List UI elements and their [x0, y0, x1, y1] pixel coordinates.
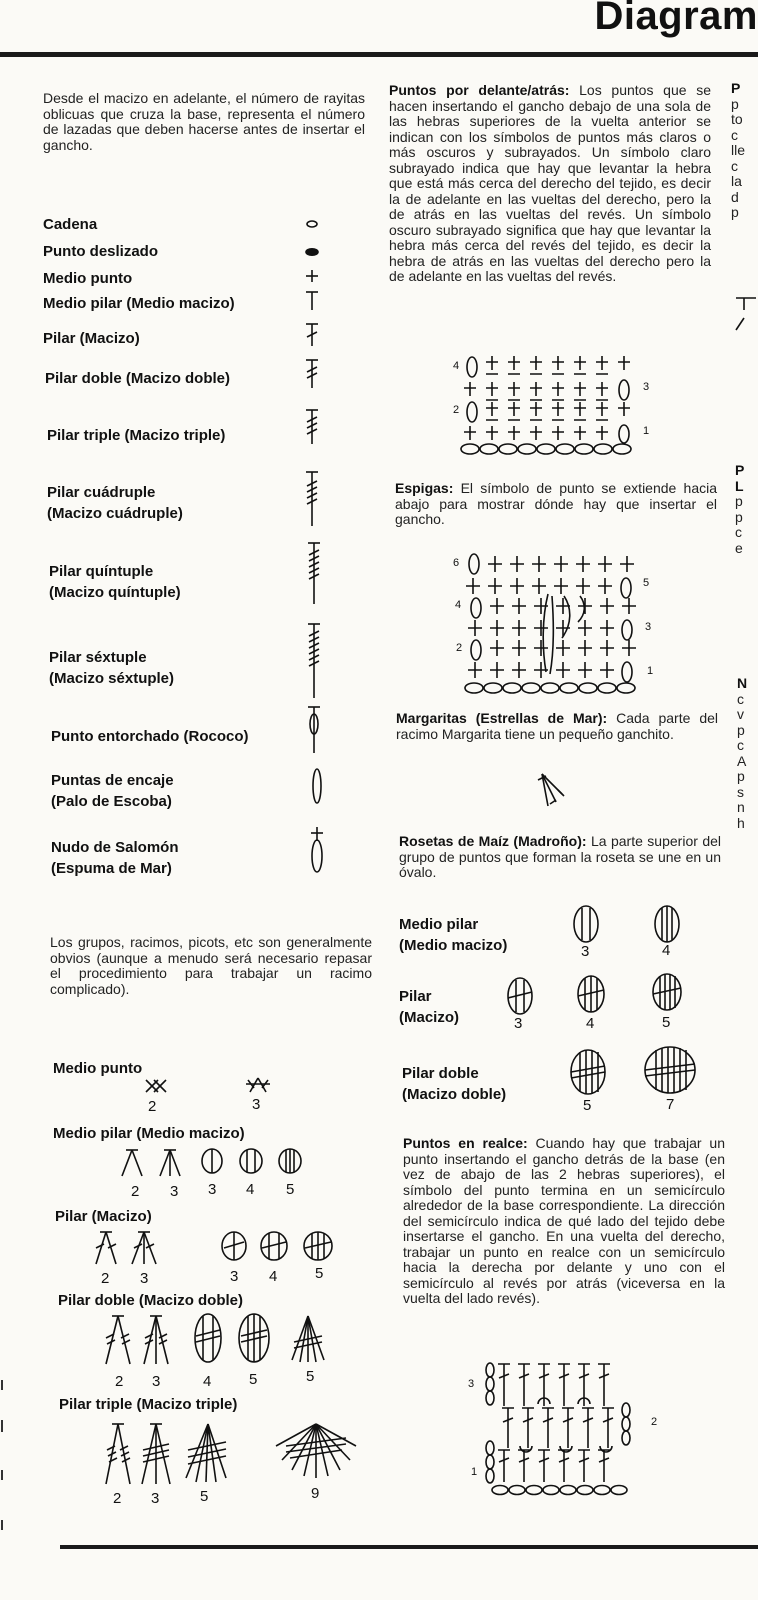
puff-four-icon — [240, 1149, 262, 1173]
bottom-row-stitches — [498, 1398, 610, 1482]
def-puntas-line2: (Palo de Escoba) — [51, 793, 172, 810]
group-pilar-count-2: 3 — [140, 1270, 149, 1287]
rc-frag-0: P — [731, 80, 741, 96]
def-pilar-cuadruple — [47, 482, 183, 524]
realce-heading: Puntos en realce: — [403, 1135, 528, 1151]
def-medio-pilar: Medio pilar (Medio macizo) — [43, 295, 235, 312]
realce-row-1: 1 — [471, 1466, 478, 1478]
group-pilar-triple-count-1: 2 — [113, 1490, 122, 1507]
group-medio-pilar-count-5: 5 — [286, 1181, 295, 1198]
def-pilar-triple: Pilar triple (Macizo triple) — [47, 427, 226, 444]
group-pilar-label: Pilar (Macizo) — [55, 1208, 152, 1225]
group-medio-punto-count-1: 2 — [148, 1098, 157, 1115]
espigas-chart — [462, 548, 642, 696]
rosetas-heading: Rosetas de Maíz (Madroño): — [399, 833, 587, 849]
fan-two-icon — [122, 1150, 142, 1176]
t-one-slash-icon — [306, 324, 318, 346]
rc-frag-15: N — [737, 675, 748, 691]
group-pilar-count-5: 5 — [315, 1265, 324, 1282]
rc-frag-16: c — [737, 690, 744, 707]
roseta-medio-pilar-count-1: 3 — [581, 943, 590, 960]
right-column-fragments-b — [735, 463, 744, 556]
realce-text: Cuando hay que trabajar un punto insertando el gancho detrás de la base (en vez de abajo de las 2 hebras superiores), el símbolo del punto termina en un semicírculo alrededor de la base correspondiente. La dirección del semicírculo indica de qué lado del tejido debe insertarse el gancho. En una vuelta del derecho, trabajar un punto en realce con un semicírculo hacia la derecha por delante y uno con el semicírculo al revés por atrás (viceversa en la vuelta del lado revés). — [403, 1135, 726, 1306]
rosetas-medio-pilar-line1: Medio pilar — [399, 916, 479, 933]
rosetas-pilar-line1: Pilar — [399, 988, 432, 1005]
espigas-row-3: 3 — [645, 621, 652, 633]
bobble-three-icon — [222, 1232, 246, 1260]
front-back-text: Los puntos que se hacen insertando el gancho debajo de una sola de las hebras superiores de la vuelta anterior se indican con los símbolos de puntos más claros o más oscuros y subrayados. Un símbolo claro subrayado indica que hay que levantar la hebra que está más cerca del derecho del tejido, es decir la de adelante en las vueltas del derecho, pero la de atrás en las vueltas del revés. Un símbolo oscuro subrayado significa que hay que levantar la hebra más cerca del revés del tejido, es decir la hebra de atrás en las vueltas del derecho pero la de adelante en las vueltas del revés. — [389, 82, 711, 284]
def-pilar-doble: Pilar doble (Macizo doble) — [45, 370, 231, 387]
row-3 — [464, 382, 608, 400]
group-pilar-doble-count-2: 3 — [152, 1373, 161, 1390]
realce-row-2: 2 — [651, 1416, 658, 1428]
row-2 — [467, 402, 630, 422]
bottom-rule-divider — [60, 1545, 758, 1549]
rosetas-pilar-doble-line1: Pilar doble — [402, 1065, 479, 1082]
group-pilar-symbols — [92, 1228, 342, 1268]
rc-frag-20: A — [737, 752, 747, 769]
rococo-icon — [308, 707, 320, 753]
rc-frag-6: la — [731, 173, 742, 189]
rc-frag-9: P — [735, 462, 745, 478]
group-pilar-count-3: 3 — [230, 1268, 239, 1285]
left-turning-chains — [486, 1363, 494, 1483]
group-pilar-triple-count-2: 3 — [151, 1490, 160, 1507]
t-six-slash-icon — [308, 624, 320, 698]
rc-frag-11: p — [735, 493, 743, 509]
def-cadena: Cadena — [43, 216, 98, 233]
fan-three-icon — [160, 1150, 180, 1176]
binding-marks — [0, 1380, 6, 1540]
group-pilar-count-1: 2 — [101, 1270, 110, 1287]
t-five-slash-icon — [308, 543, 320, 604]
def-pilar-quintuple — [49, 561, 181, 603]
rosetas-medio-pilar-label — [399, 914, 507, 956]
group-medio-pilar-count-1: 2 — [131, 1183, 140, 1200]
rosetas-pilar-label — [399, 986, 459, 1028]
def-pilar-sextuple-line2: (Macizo séxtuple) — [49, 670, 175, 687]
t-icon — [306, 292, 318, 310]
rosetas-pilar-doble-line2: (Macizo doble) — [402, 1086, 507, 1103]
top-row-stitches — [498, 1364, 610, 1406]
top-rule-divider — [0, 52, 758, 57]
bobble-five-icon — [304, 1232, 332, 1260]
loop-plus-icon — [311, 827, 323, 872]
group-pilar-triple-count-4: 9 — [311, 1485, 320, 1502]
roseta-pilar-count-3: 5 — [662, 1014, 671, 1031]
rosetas-medio-pilar-line2: (Medio macizo) — [399, 937, 508, 954]
rosetas-paragraph — [399, 834, 721, 881]
group-pilar-doble-label: Pilar doble (Macizo doble) — [58, 1292, 244, 1309]
espigas-heading: Espigas: — [395, 480, 454, 496]
oval-chain-icon — [307, 221, 317, 227]
front-back-row-3: 3 — [643, 381, 650, 393]
def-puntas-line1: Puntas de encaje — [51, 772, 174, 789]
margaritas-paragraph — [396, 711, 718, 742]
rc-frag-23: n — [737, 799, 745, 815]
roseta-medio-pilar-count-2: 4 — [662, 942, 671, 959]
stitch-symbols-column — [295, 210, 335, 880]
bobble-five-double-icon — [239, 1314, 269, 1362]
group-pilar-doble-symbols — [100, 1312, 340, 1368]
group-medio-pilar-count-3: 3 — [208, 1181, 217, 1198]
def-punto-deslizado: Punto deslizado — [43, 243, 159, 260]
fan-three-triple-icon — [142, 1424, 170, 1484]
front-back-row-1: 1 — [643, 425, 650, 437]
intro-paragraph: Desde el macizo en adelante, el número de rayitas oblicuas que cruza la base, representa el número de lazadas que deben hacerse antes de insertar el gancho. — [43, 90, 365, 153]
row-4 — [467, 356, 630, 377]
rc-frag-19: c — [737, 737, 744, 753]
page-title: Diagram — [594, 0, 758, 38]
espigas-row-5: 5 — [643, 577, 650, 589]
realce-paragraph — [403, 1136, 725, 1307]
realce-row-3: 3 — [468, 1378, 475, 1390]
def-nudo-de-salomon — [51, 837, 179, 879]
espigas-paragraph — [395, 481, 717, 528]
rosetas-pilar-doble-label — [402, 1063, 506, 1105]
mid-row-stitches — [502, 1408, 614, 1452]
fan-three-double-icon — [144, 1316, 168, 1364]
group-medio-pilar-count-4: 4 — [246, 1181, 255, 1198]
rc-frag-12: p — [735, 508, 743, 525]
group-medio-punto-count-2: 3 — [252, 1096, 261, 1113]
rc-frag-24: h — [737, 814, 745, 831]
roseta-pilar-4-icon — [578, 976, 604, 1012]
def-pilar-quintuple-line1: Pilar quíntuple — [49, 563, 154, 580]
rc-frag-7: d — [731, 188, 739, 205]
def-pilar-cuadruple-line1: Pilar cuádruple — [47, 484, 156, 501]
fan-five-triple-icon — [186, 1424, 226, 1482]
filled-dot-icon — [306, 249, 318, 255]
right-column-symbol-fragment — [736, 290, 758, 340]
fan-two-triple-icon — [106, 1424, 130, 1484]
group-medio-punto-label: Medio punto — [53, 1060, 143, 1077]
two-plus-joined-icon — [146, 1080, 166, 1092]
group-pilar-triple-symbols — [100, 1420, 360, 1490]
groups-paragraph: Los grupos, racimos, picots, etc son generalmente obvios (aunque a menudo será necesario repasar el procedimiento para trabajar un racimo complicado). — [50, 934, 372, 997]
margaritas-heading: Margaritas (Estrellas de Mar): — [396, 710, 608, 726]
def-pilar-cuadruple-line2: (Macizo cuádruple) — [47, 505, 183, 522]
rc-frag-1: p — [731, 95, 739, 112]
def-pilar-sextuple — [49, 647, 174, 689]
roseta-medio-pilar-4-icon — [655, 906, 679, 942]
roseta-pilar-3-icon — [508, 978, 532, 1014]
front-back-heading: Puntos por delante/atrás: — [389, 82, 570, 98]
rc-frag-3: c — [731, 126, 738, 143]
def-pilar-sextuple-line1: Pilar séxtuple — [49, 649, 147, 666]
fan-nine-triple-icon — [276, 1424, 356, 1478]
right-column-fragments-a — [731, 81, 745, 221]
def-nudo-line1: Nudo de Salomón — [51, 839, 179, 856]
row-1 — [464, 425, 629, 443]
def-nudo-line2: (Espuma de Mar) — [51, 860, 172, 877]
rc-frag-17: v — [737, 706, 744, 722]
fan-five-double-icon — [292, 1316, 324, 1362]
rc-frag-13: c — [735, 524, 742, 540]
roseta-pilar-5-icon — [653, 974, 681, 1010]
front-back-chart — [460, 352, 640, 458]
roseta-medio-pilar-3-icon — [574, 906, 598, 942]
def-punto-entorchado: Punto entorchado (Rococo) — [51, 728, 249, 745]
rosetas-text: La parte superior del grupo de puntos que forman la roseta se une en un óvalo. — [399, 833, 722, 880]
chain-row — [492, 1486, 627, 1495]
group-pilar-triple-count-3: 5 — [200, 1488, 209, 1505]
group-medio-pilar-count-2: 3 — [170, 1183, 179, 1200]
group-pilar-doble-count-1: 2 — [115, 1373, 124, 1390]
rosetas-symbols — [500, 900, 700, 1100]
fan-two-double-icon — [106, 1316, 130, 1364]
rosetas-pilar-line2: (Macizo) — [399, 1009, 459, 1026]
margarita-icon — [534, 770, 570, 810]
margaritas-text: Cada parte del racimo Margarita tiene un pequeño ganchito. — [396, 710, 718, 742]
rc-frag-14: e — [735, 539, 743, 556]
rc-frag-2: to — [731, 111, 743, 127]
def-pilar-quintuple-line2: (Macizo quíntuple) — [49, 584, 181, 601]
rc-frag-5: c — [731, 157, 738, 174]
front-back-row-4: 4 — [453, 360, 460, 372]
t-four-slash-icon — [306, 472, 318, 526]
group-medio-pilar-label: Medio pilar (Medio macizo) — [53, 1125, 245, 1142]
rc-frag-22: s — [737, 783, 744, 800]
roseta-pilar-doble-count-2: 7 — [666, 1096, 675, 1113]
group-pilar-count-4: 4 — [269, 1268, 278, 1285]
t-two-slash-icon — [306, 360, 318, 388]
rc-frag-21: p — [737, 768, 745, 784]
three-plus-joined-icon — [246, 1078, 270, 1092]
group-pilar-doble-count-4: 5 — [249, 1371, 258, 1388]
plus-icon — [306, 270, 318, 282]
group-pilar-doble-count-3: 4 — [203, 1373, 212, 1390]
espigas-row-4: 4 — [455, 599, 462, 611]
front-back-row-2: 2 — [453, 404, 460, 416]
bobble-four-icon — [261, 1232, 287, 1260]
group-pilar-doble-count-5: 5 — [306, 1368, 315, 1385]
bobble-four-double-icon — [195, 1314, 221, 1362]
puff-five-icon — [279, 1149, 301, 1173]
loop-icon — [313, 769, 321, 803]
rc-frag-10: L — [735, 477, 744, 494]
def-puntas-de-encaje — [51, 770, 174, 812]
roseta-pilar-doble-count-1: 5 — [583, 1097, 592, 1114]
puff-three-icon — [202, 1149, 222, 1173]
rc-frag-18: p — [737, 721, 745, 738]
espigas-row-2: 2 — [456, 642, 463, 654]
roseta-pilar-doble-7-icon — [645, 1047, 695, 1093]
chain-row — [465, 683, 635, 693]
espigas-row-1: 1 — [647, 665, 654, 677]
roseta-pilar-count-1: 3 — [514, 1015, 523, 1032]
roseta-pilar-doble-5-icon — [571, 1050, 605, 1094]
right-turning-chains — [622, 1403, 630, 1445]
def-medio-punto: Medio punto — [43, 270, 133, 287]
roseta-pilar-count-2: 4 — [586, 1015, 595, 1032]
group-medio-pilar-symbols — [118, 1146, 308, 1180]
espigas-row-6: 6 — [453, 557, 460, 569]
front-back-paragraph — [389, 83, 711, 285]
chain-row — [461, 444, 631, 454]
espigas-text: El símbolo de punto se extiende hacia abajo para mostrar dónde hay que insertar el gancho. — [395, 480, 717, 527]
right-column-fragments-c — [737, 676, 747, 831]
def-pilar: Pilar (Macizo) — [43, 330, 140, 347]
realce-chart — [480, 1358, 650, 1498]
fan-two-slash-icon — [96, 1232, 116, 1264]
fan-three-slash-icon — [132, 1232, 156, 1264]
group-pilar-triple-label: Pilar triple (Macizo triple) — [59, 1396, 238, 1413]
rc-frag-8: p — [731, 204, 739, 220]
rc-frag-4: lle — [731, 142, 746, 158]
t-three-slash-icon — [306, 410, 318, 444]
